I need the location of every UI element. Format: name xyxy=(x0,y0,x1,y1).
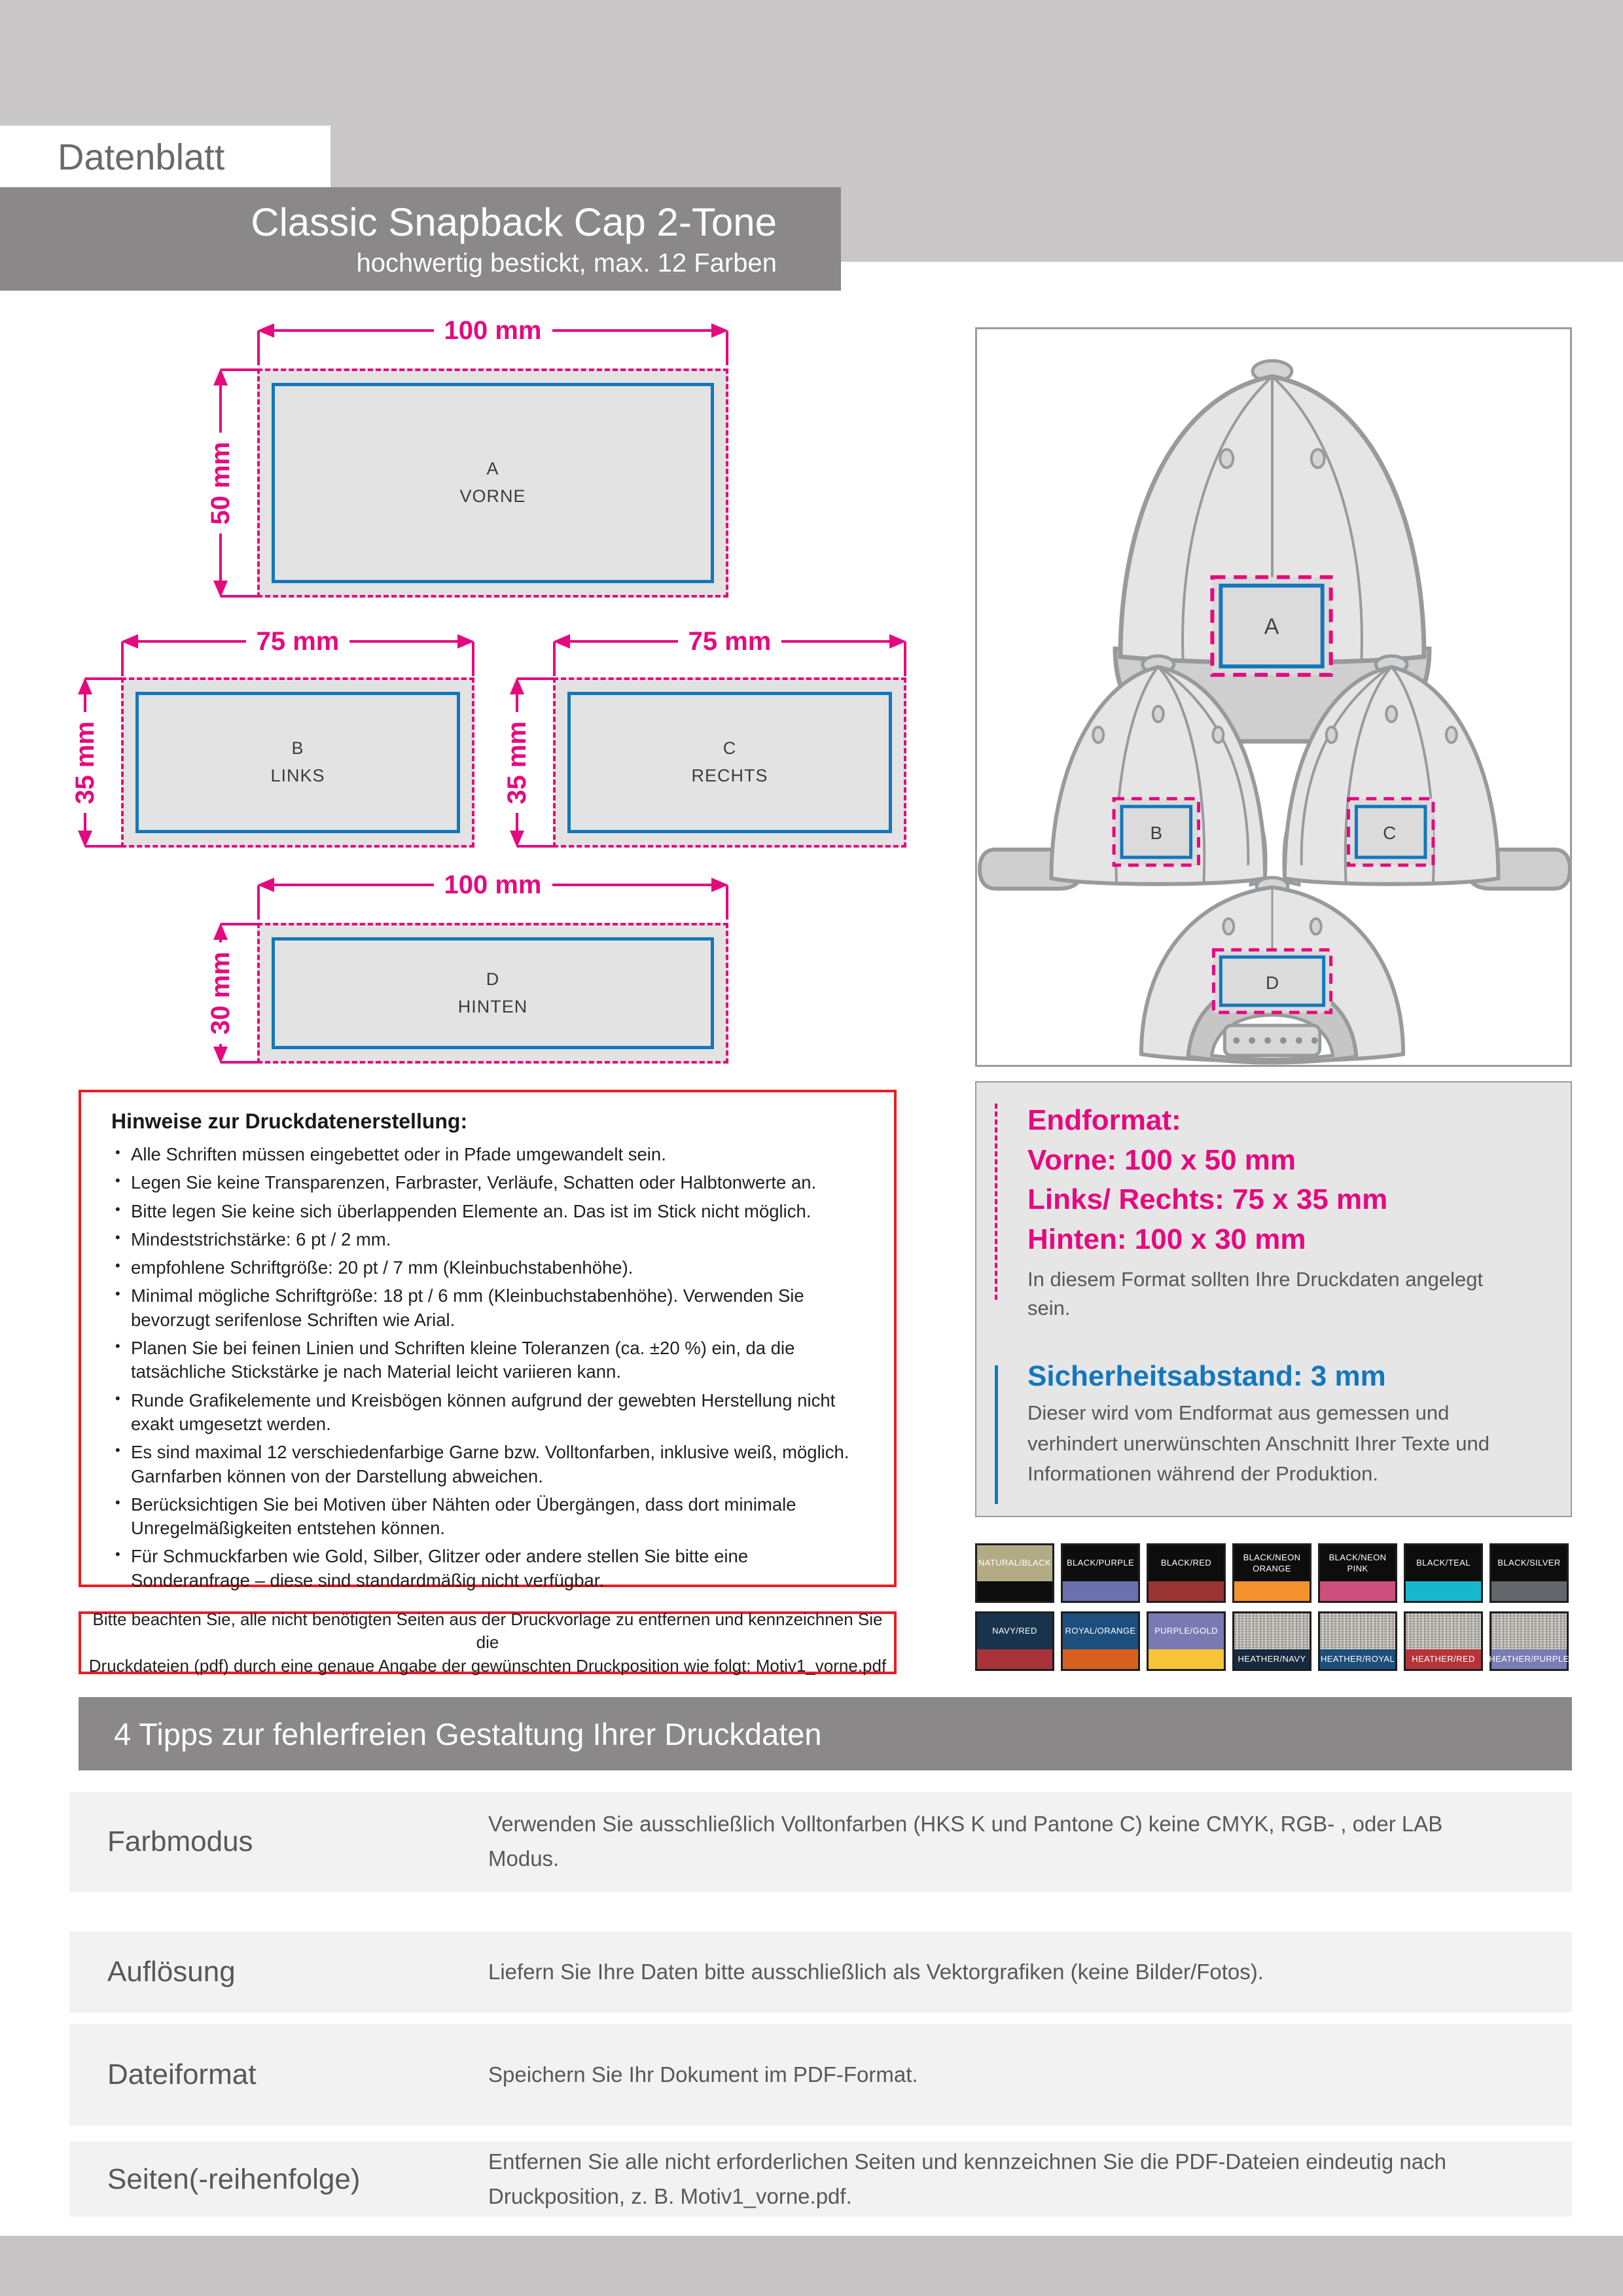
print-area-hinten-safe xyxy=(272,937,714,1049)
dim-width-links-label: 75 mm xyxy=(256,626,340,656)
endformat-block xyxy=(1027,1101,1544,1323)
magenta-dashed-rule xyxy=(995,1103,997,1300)
dim-height-hinten-label: 30 mm xyxy=(205,952,235,1035)
note-item: • Legen Sie keine Transparenzen, Farbraster, Verläufe, Schatten oder Halbtonwerte an. xyxy=(111,1171,868,1194)
endformat-hinten: Hinten: 100 x 30 mm xyxy=(1027,1223,1306,1256)
tip-row-aufloesung xyxy=(69,1931,1572,2013)
swatch-black-neon-orange: BLACK/NEON ORANGE xyxy=(1232,1543,1311,1603)
dim-width-hinten xyxy=(257,870,728,899)
dim-width-hinten-label: 100 mm xyxy=(444,870,542,899)
note-item: • Für Schmuckfarben wie Gold, Silber, Glitzer oder andere stellen Sie bitte eine Sonderanfrage – diese sind standardmäßig nicht verfügbar. xyxy=(111,1545,868,1592)
endformat-panel xyxy=(975,1081,1572,1517)
notice-line: Bitte beachten Sie, alle nicht benötigten Seiten aus der Druckvorlage zu entfernen und kennzeichnen Sie die xyxy=(92,1609,883,1653)
cap-front-letter: A xyxy=(1264,614,1279,639)
dim-height-rechts xyxy=(502,677,531,848)
note-item: • Runde Grafikelemente und Kreisbögen können aufgrund der gewebten Herstellung nicht exakt umgesetzt werden. xyxy=(111,1389,868,1437)
area-name: HINTEN xyxy=(457,996,528,1016)
note-item: • Mindeststrichstärke: 6 pt / 2 mm. xyxy=(111,1228,868,1251)
cap-back-view xyxy=(1141,878,1403,1063)
endformat-vorne: Vorne: 100 x 50 mm xyxy=(1027,1143,1296,1176)
product-title-box xyxy=(0,187,841,291)
dim-height-vorne xyxy=(205,368,235,598)
tip-label: Seiten(-reihenfolge) xyxy=(107,2162,361,2195)
swatch-heather-navy: HEATHER/NAVY xyxy=(1232,1611,1311,1671)
dim-width-links xyxy=(121,626,474,656)
dim-height-rechts-label: 35 mm xyxy=(502,721,531,804)
endformat-links-rechts: Links/ Rechts: 75 x 35 mm xyxy=(1027,1183,1388,1216)
swatch-heather-purple: HEATHER/PURPLE xyxy=(1489,1611,1569,1671)
dim-height-links-label: 35 mm xyxy=(70,721,99,804)
tip-text: Entfernen Sie alle nicht erforderlichen Seiten und kennzeichnen Sie die PDF-Dateien eindeutig nach Druckposition, z. B. Motiv1_vorne.pdf. xyxy=(488,2149,1446,2208)
print-area-vorne xyxy=(257,368,728,598)
print-data-notes-box xyxy=(79,1090,897,1590)
swatch-black-silver: BLACK/SILVER xyxy=(1489,1543,1569,1603)
swatch-black-purple: BLACK/PURPLE xyxy=(1061,1543,1140,1603)
tip-label: Auflösung xyxy=(107,1956,236,1988)
dim-height-vorne-label: 50 mm xyxy=(205,441,235,525)
area-letter: C xyxy=(722,738,737,759)
colorway-swatch-grid xyxy=(975,1543,1575,1671)
note-item: • Planen Sie bei feinen Linien und Schriften kleine Toleranzen (ca. ±20 %) ein, da die tatsächliche Stickstärke je nach Material leicht variieren kann. xyxy=(111,1336,868,1384)
print-area-links xyxy=(121,677,474,848)
product-subtitle: hochwertig bestickt, max. 12 Farben xyxy=(356,249,777,278)
swatch-black-teal: BLACK/TEAL xyxy=(1404,1543,1483,1603)
note-item: • Bitte legen Sie keine sich überlappenden Elemente an. Das ist im Stick nicht möglich. xyxy=(111,1200,868,1223)
tip-row-dateiformat xyxy=(69,2024,1572,2126)
tip-row-seitenreihenfolge xyxy=(69,2142,1572,2217)
endformat-note: In diesem Format sollten Ihre Druckdaten angelegt sein. xyxy=(1027,1267,1484,1319)
swatch-purple-gold: PURPLE/GOLD xyxy=(1147,1611,1226,1671)
note-item: • Alle Schriften müssen eingebettet oder in Pfade umgewandelt sein. xyxy=(111,1143,868,1166)
tip-row-farbmodus xyxy=(69,1792,1572,1892)
note-item: • Berücksichtigen Sie bei Motiven über Nähten oder Übergängen, dass dort minimale Unregelmäßigkeiten entstehen können. xyxy=(111,1493,868,1541)
cap-right-letter: C xyxy=(1383,823,1397,844)
swatch-natural-black: NATURAL/BLACK xyxy=(975,1543,1054,1603)
tip-text: Verwenden Sie ausschließlich Volltonfarben (HKS K und Pantone C) keine CMYK, RGB- , oder LAB Modus. xyxy=(488,1812,1443,1871)
dim-height-links xyxy=(70,677,99,848)
notes-list xyxy=(111,1143,868,1592)
safety-text: Dieser wird vom Endformat aus gemessen und verhindert unerwünschten Anschnitt Ihrer Texte und Informationen während der Produktion. xyxy=(1027,1401,1489,1485)
notice-line: Druckdateien (pdf) durch eine genaue Angabe der gewünschten Druckposition wie folgt: Motiv1_vorne.pdf xyxy=(88,1655,887,1676)
page-removal-notice-box xyxy=(79,1611,897,1674)
area-name: VORNE xyxy=(459,486,526,506)
cap-illustrations xyxy=(977,329,1570,1065)
safety-heading: Sicherheitsabstand: 3 mm xyxy=(1027,1360,1386,1392)
area-letter: A xyxy=(486,459,499,479)
dim-width-rechts xyxy=(553,626,906,656)
print-area-vorne-safe xyxy=(272,383,714,583)
tips-banner-text: 4 Tipps zur fehlerfreien Gestaltung Ihrer Druckdaten xyxy=(114,1716,822,1751)
print-area-rechts-safe xyxy=(567,692,892,833)
print-area-links-safe xyxy=(135,692,460,833)
swatch-royal-orange: ROYAL/ORANGE xyxy=(1061,1611,1140,1671)
tip-label: Dateiformat xyxy=(107,2058,257,2090)
footer-band xyxy=(0,2236,1623,2296)
print-area-hinten xyxy=(257,923,728,1064)
datenblatt-label: Datenblatt xyxy=(58,135,225,177)
cap-back-letter: D xyxy=(1265,973,1279,994)
notes-title: Hinweise zur Druckdatenerstellung: xyxy=(111,1109,468,1133)
tip-text: Liefern Sie Ihre Daten bitte ausschließlich als Vektorgrafiken (keine Bilder/Fotos). xyxy=(488,1959,1264,1984)
dim-height-hinten xyxy=(205,923,235,1064)
swatch-navy-red: NAVY/RED xyxy=(975,1611,1054,1671)
note-item: • empfohlene Schriftgröße: 20 pt / 7 mm (Kleinbuchstabenhöhe). xyxy=(111,1256,868,1280)
area-letter: D xyxy=(486,969,500,989)
endformat-heading: Endformat: xyxy=(1027,1104,1181,1136)
product-title: Classic Snapback Cap 2-Tone xyxy=(251,200,777,244)
tips-banner xyxy=(79,1697,1572,1770)
note-item: • Minimal mögliche Schriftgröße: 18 pt / 6 mm (Kleinbuchstabenhöhe). Verwenden Sie bevorzugt serifenlose Schriften wie Arial. xyxy=(111,1284,868,1332)
area-letter: B xyxy=(291,738,304,759)
dim-width-vorne-label: 100 mm xyxy=(444,315,542,345)
dim-width-vorne xyxy=(257,315,728,345)
area-name: LINKS xyxy=(270,766,325,785)
print-area-rechts xyxy=(553,677,906,848)
swatch-black-red: BLACK/RED xyxy=(1147,1543,1226,1603)
swatch-heather-royal: HEATHER/ROYAL xyxy=(1318,1611,1397,1671)
dim-width-rechts-label: 75 mm xyxy=(688,626,772,656)
note-item: • Es sind maximal 12 verschiedenfarbige Garne bzw. Volltonfarben, inklusive weiß, möglich. Garnfarben können von der Darstellung abweichen. xyxy=(111,1441,868,1488)
blue-rule xyxy=(995,1365,998,1504)
area-name: RECHTS xyxy=(691,766,768,785)
tip-text: Speichern Sie Ihr Dokument im PDF-Format. xyxy=(488,2062,918,2087)
swatch-heather-red: HEATHER/RED xyxy=(1404,1611,1483,1671)
cap-left-letter: B xyxy=(1150,823,1163,844)
tip-label: Farbmodus xyxy=(107,1825,253,1857)
swatch-black-neon-pink: BLACK/NEON PINK xyxy=(1318,1543,1397,1603)
safety-margin-block xyxy=(1027,1360,1544,1490)
datenblatt-label-box xyxy=(0,126,330,187)
cap-views-panel xyxy=(975,327,1572,1067)
